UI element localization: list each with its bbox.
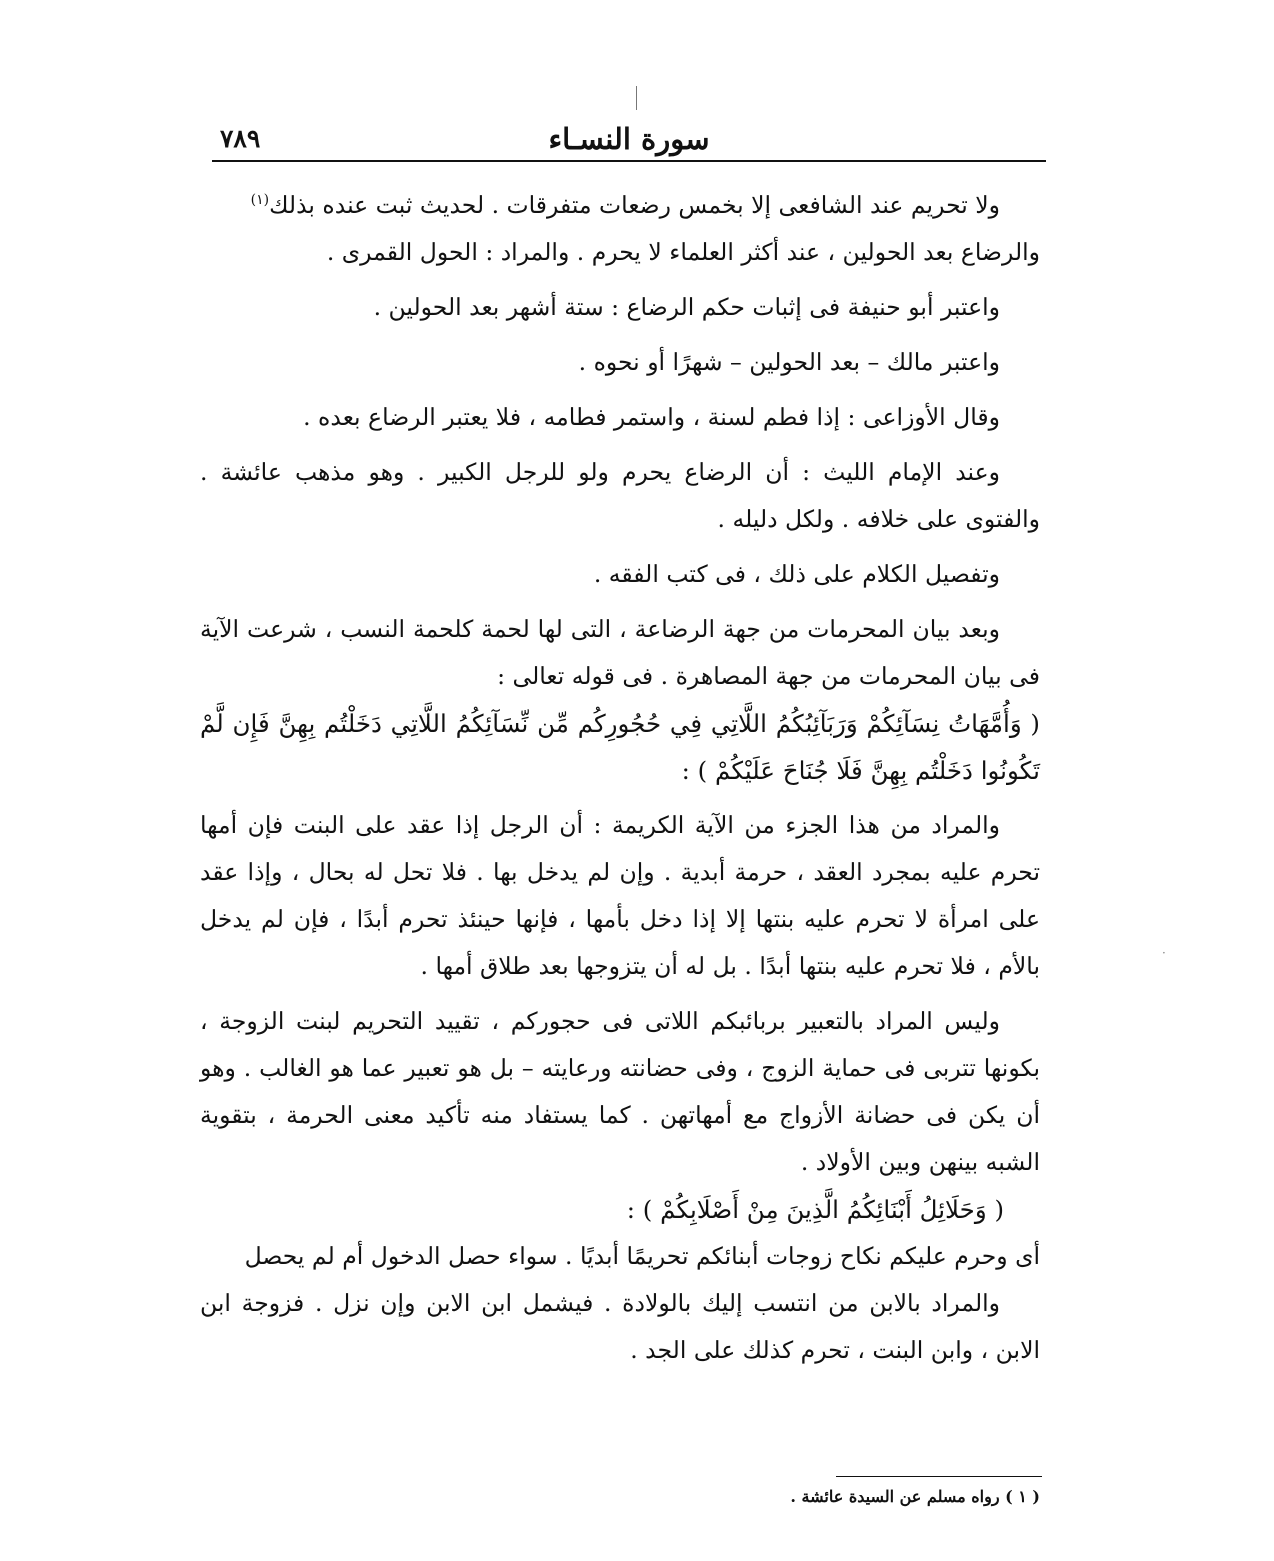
- main-text: [200, 182, 1040, 1374]
- footnote: ( ١ ) رواه مسلم عن السيدة عائشة .: [790, 1487, 1040, 1506]
- surah-title: سورة النسـاء: [548, 122, 710, 156]
- footnote-reference: (١): [250, 192, 270, 209]
- header-divider: [212, 160, 1046, 162]
- scan-mark: [636, 86, 637, 110]
- paragraph: والمراد من هذا الجزء من الآية الكريمة : أن الرجل إذا عقد على البنت فإن أمها تحرم عليه بمجرد العقد ، حرمة أبدية . وإن لم يدخل بها . فلا تحل له بحال ، وإذا عقد على امرأة لا تحرم عليه بنتها إلا إذا دخل بأمها ، فإنها حينئذ تحرم أبدًا ، فإن لم يدخل بالأم ، فلا تحرم عليه بنتها أبدًا . بل له أن يتزوجها بعد طلاق أمها .: [200, 811, 1040, 980]
- page-number: ٧٨٩: [220, 124, 261, 153]
- paragraph: وبعد بيان المحرمات من جهة الرضاعة ، التى لها لحمة كلحمة النسب ، شرعت الآية فى بيان المحرمات من جهة المصاهرة . فى قوله تعالى :: [200, 615, 1040, 690]
- scan-speck: ·: [1162, 946, 1166, 960]
- paragraph: [200, 182, 1040, 229]
- paragraph: وعند الإمام الليث : أن الرضاع يحرم ولو للرجل الكبير . وهو مذهب عائشة . والفتوى على خلافه . ولكل دليله .: [200, 458, 1040, 533]
- paragraph: وقال الأوزاعى : إذا فطم لسنة ، واستمر فطامه ، فلا يعتبر الرضاع بعده .: [303, 403, 1000, 431]
- quran-verse: ( وَأُمَّهَاتُ نِسَآئِكُمْ وَرَبَآئِبُكُمُ اللَّاتِي فِي حُجُورِكُم مِّن نِّسَآئِكُمُ اللَّاتِي دَخَلْتُم بِهِنَّ فَإِن لَّمْ تَكُونُوا دَخَلْتُم بِهِنَّ فَلَا جُنَاحَ عَلَيْكُمْ ) :: [200, 709, 1040, 785]
- footnote-divider: [836, 1476, 1042, 1477]
- paragraph: أى وحرم عليكم نكاح زوجات أبنائكم تحريمًا أبديًا . سواء حصل الدخول أم لم يحصل: [244, 1242, 1040, 1270]
- paragraph: وتفصيل الكلام على ذلك ، فى كتب الفقه .: [593, 560, 1000, 588]
- paragraph-text: ولا تحريم عند الشافعى إلا بخمس رضعات متفرقات . لحديث ثبت عنده بذلك: [269, 191, 1000, 219]
- paragraph: وليس المراد بالتعبير بربائبكم اللاتى فى حجوركم ، تقييد التحريم لبنت الزوجة ، بكونها تتربى فى حماية الزوج ، وفى حضانته ورعايته – بل هو تعبير عما هو الغالب . وهو أن يكن فى حضانة الأزواج مع أمهاتهن . كما يستفاد منه تأكيد معنى الحرمة ، بتقوية الشبه بينهن وبين الأولاد .: [200, 1007, 1040, 1176]
- paragraph: والرضاع بعد الحولين ، عند أكثر العلماء لا يحرم . والمراد : الحول القمرى .: [326, 238, 1040, 266]
- quran-verse: ( وَحَلَائِلُ أَبْنَائِكُمُ الَّذِينَ مِنْ أَصْلَابِكُمْ ) :: [626, 1195, 1004, 1224]
- paragraph: واعتبر أبو حنيفة فى إثبات حكم الرضاع : ستة أشهر بعد الحولين .: [373, 293, 1000, 321]
- paragraph: والمراد بالابن من انتسب إليك بالولادة . فيشمل ابن الابن وإن نزل . فزوجة ابن الابن ، وابن البنت ، تحرم كذلك على الجد .: [200, 1289, 1040, 1364]
- page-header: [212, 118, 1046, 160]
- paragraph: واعتبر مالك – بعد الحولين – شهرًا أو نحوه .: [578, 348, 1000, 376]
